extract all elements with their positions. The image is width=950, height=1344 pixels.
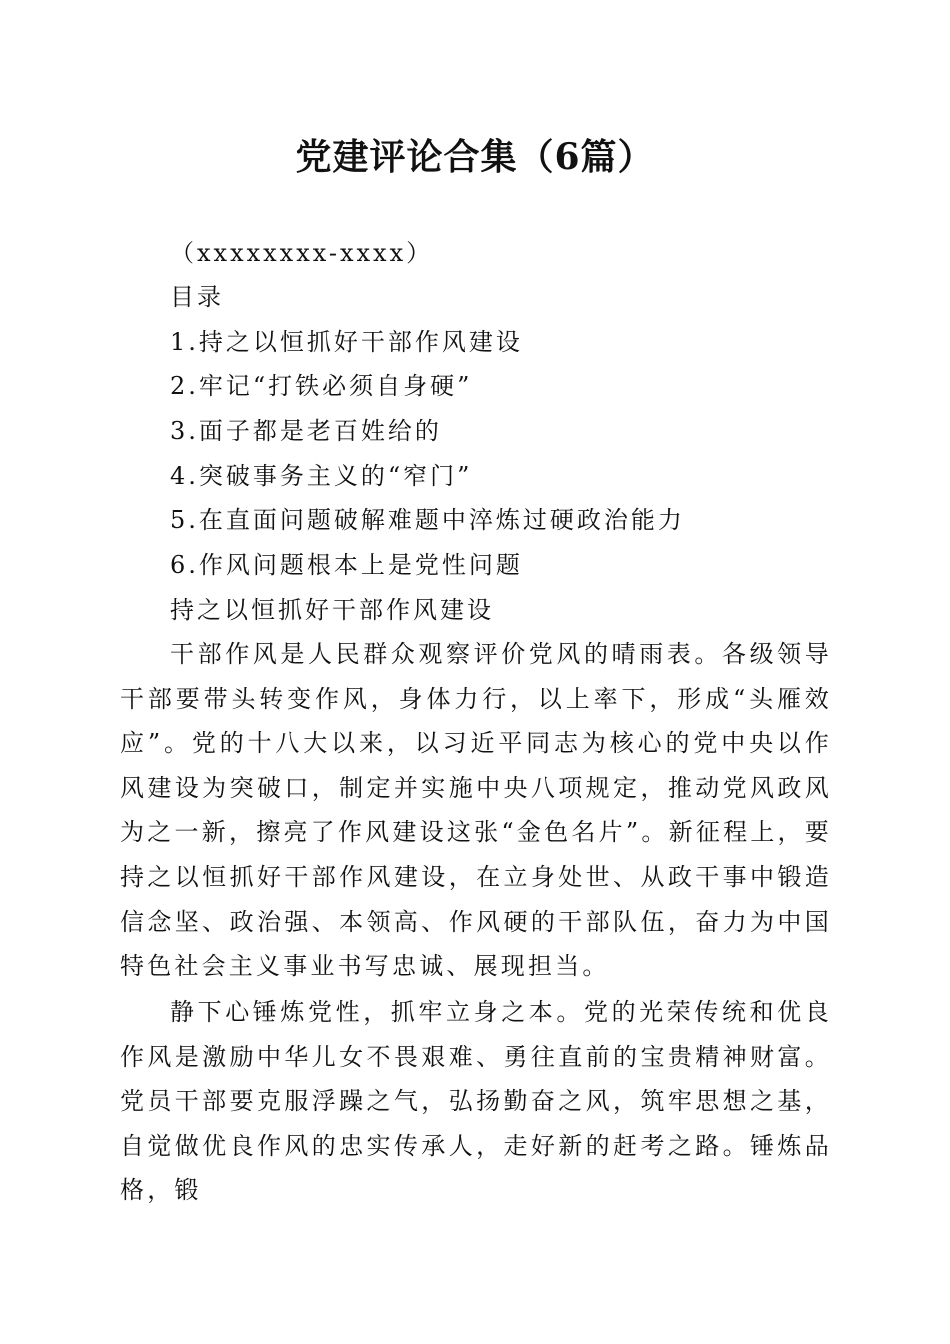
document-code: （xxxxxxxx-xxxx） <box>170 239 434 267</box>
body-paragraph: 干部作风是人民群众观察评价党风的晴雨表。各级领导干部要带头转变作风，身体力行，以上率下，形成“头雁效应”。党的十八大以来，以习近平同志为核心的党中央以作风建设为突破口，制定并实施中央八项规定，推动党风政风为之一新，擦亮了作风建设这张“金色名片”。新征程上，要持之以恒抓好干部作风建设，在立身处世、从政干事中锻造信念坚、政治强、本领高、作风硬的干部队伍，奋力为中国特色社会主义事业书写忠诚、展现担当。 <box>120 640 832 981</box>
toc-item: 5.在直面问题破解难题中淬炼过硬政治能力 <box>170 506 685 534</box>
toc-item: 6.作风问题根本上是党性问题 <box>170 551 523 579</box>
body-paragraph: 静下心锤炼党性，抓牢立身之本。党的光荣传统和优良作风是激励中华儿女不畏艰难、勇往直前的宝贵精神财富。党员干部要克服浮躁之气，弘扬勤奋之风，筑牢思想之基，自觉做优良作风的忠实传承人，走好新的赶考之路。锤炼品格，锻 <box>120 998 832 1205</box>
toc-item: 2.牢记“打铁必须自身硬” <box>170 372 473 400</box>
toc-item: 4.突破事务主义的“窄门” <box>170 462 473 490</box>
toc-heading: 目录 <box>170 283 224 311</box>
document-title: 党建评论合集（6篇） <box>295 136 655 178</box>
toc-item: 1.持之以恒抓好干部作风建设 <box>170 328 523 356</box>
section-heading: 持之以恒抓好干部作风建设 <box>170 596 494 624</box>
toc-item: 3.面子都是老百姓给的 <box>170 417 442 445</box>
